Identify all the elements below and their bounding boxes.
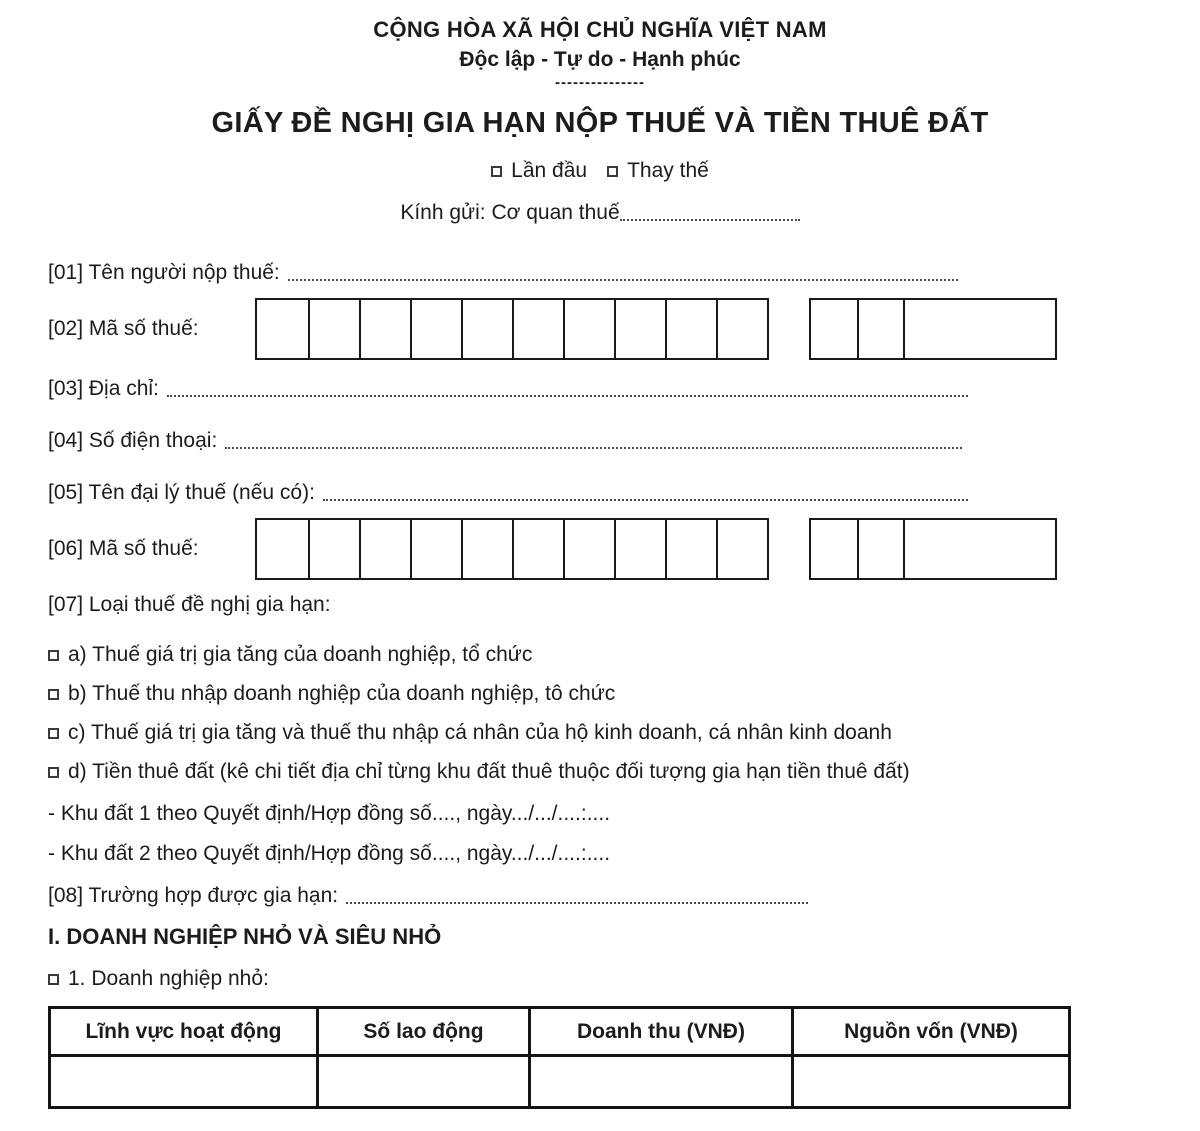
field-02-tax-code xyxy=(48,298,1152,360)
tax-code-cell[interactable] xyxy=(563,300,614,358)
submission-option-label: Lần đầu xyxy=(511,159,588,182)
field-07-heading xyxy=(48,592,1152,618)
tax-code-cell[interactable] xyxy=(461,520,512,578)
land-plot-line-2: - Khu đất 2 theo Quyết định/Hợp đồng số...., ngày.../.../....:.... xyxy=(48,842,611,865)
submission-type-group xyxy=(48,158,1152,184)
submission-option-first-time xyxy=(491,158,587,184)
tax-code-box-group-branch xyxy=(809,518,1057,580)
tax-code-cell[interactable] xyxy=(716,520,767,578)
tax-code-cell[interactable] xyxy=(257,300,308,358)
small-enterprise-label: 1. Doanh nghiệp nhỏ: xyxy=(68,967,269,990)
field-05-label: [05] Tên đại lý thuế (nếu có): xyxy=(48,481,315,504)
tax-code-cell[interactable] xyxy=(410,520,461,578)
tax-code-cell[interactable] xyxy=(614,520,665,578)
checkbox-small-enterprise[interactable] xyxy=(48,974,59,985)
field-06-label: [06] Mã số thuế: xyxy=(48,537,199,560)
tax-code-cell[interactable] xyxy=(359,520,410,578)
column-header-revenue: Doanh thu (VNĐ) xyxy=(530,1008,793,1056)
field-01-taxpayer-name xyxy=(48,260,1152,286)
header-divider: --------------- xyxy=(555,74,645,91)
column-header-capital: Nguồn vốn (VNĐ) xyxy=(793,1008,1070,1056)
checkbox-tax-type-a[interactable] xyxy=(48,650,59,661)
national-motto: Độc lập - Tự do - Hạnh phúc xyxy=(459,48,741,71)
field-01-fill-line[interactable] xyxy=(288,279,958,281)
tax-code-cell[interactable] xyxy=(461,300,512,358)
tax-code-cell[interactable] xyxy=(811,300,857,358)
field-04-phone xyxy=(48,428,1152,454)
tax-type-option-label: b) Thuế thu nhập doanh nghiệp của doanh nghiệp, tô chức xyxy=(68,682,616,705)
field-05-tax-agent-name xyxy=(48,480,1152,506)
field-05-fill-line[interactable] xyxy=(323,499,968,501)
tax-code-cell[interactable] xyxy=(512,300,563,358)
table-cell-business-field[interactable] xyxy=(50,1056,318,1108)
tax-code-cell[interactable] xyxy=(563,520,614,578)
recipient-label: Kính gửi: Cơ quan thuế xyxy=(400,201,620,224)
field-08-label: [08] Trường hợp được gia hạn: xyxy=(48,884,339,907)
table-cell-revenue[interactable] xyxy=(530,1056,793,1108)
tax-code-cell[interactable] xyxy=(903,520,1055,578)
document-header xyxy=(48,16,1152,226)
tax-code-cell[interactable] xyxy=(359,300,410,358)
table-cell-employee-count[interactable] xyxy=(318,1056,530,1108)
field-03-label: [03] Địa chỉ: xyxy=(48,377,159,400)
tax-code-box-group-main xyxy=(255,518,769,580)
tax-type-option-b xyxy=(48,681,1152,707)
tax-code-cell[interactable] xyxy=(665,300,716,358)
tax-code-cell[interactable] xyxy=(257,520,308,578)
tax-type-option-c xyxy=(48,720,1152,746)
tax-code-cell[interactable] xyxy=(903,300,1055,358)
table-header-row xyxy=(50,1008,1070,1056)
tax-code-cell[interactable] xyxy=(512,520,563,578)
tax-type-option-label: d) Tiền thuê đất (kê chi tiết địa chỉ từng khu đất thuê thuộc đối tượng gia hạn tiền thuê đất) xyxy=(68,760,910,783)
field-07-label: [07] Loại thuế đề nghị gia hạn: xyxy=(48,593,331,616)
checkbox-tax-type-b[interactable] xyxy=(48,689,59,700)
field-03-fill-line[interactable] xyxy=(167,395,968,397)
checkbox-replacement[interactable] xyxy=(607,166,618,177)
tax-code-cell[interactable] xyxy=(811,520,857,578)
tax-type-option-label: c) Thuế giá trị gia tăng và thuế thu nhập cá nhân của hộ kinh doanh, cá nhân kinh doanh xyxy=(68,721,892,744)
table-row xyxy=(50,1056,1070,1108)
checkbox-tax-type-d[interactable] xyxy=(48,767,59,778)
column-header-employee-count: Số lao động xyxy=(318,1008,530,1056)
submission-option-replacement xyxy=(607,158,709,184)
national-title: CỘNG HÒA XÃ HỘI CHỦ NGHĨA VIỆT NAM xyxy=(373,17,827,42)
field-01-label: [01] Tên người nộp thuế: xyxy=(48,261,280,284)
checkbox-tax-type-c[interactable] xyxy=(48,728,59,739)
submission-option-label: Thay thế xyxy=(627,159,709,182)
tax-type-option-a xyxy=(48,642,1152,668)
column-header-business-field: Lĩnh vực hoạt động xyxy=(50,1008,318,1056)
tax-type-option-d xyxy=(48,759,1152,785)
tax-code-box-group-branch xyxy=(809,298,1057,360)
tax-code-cell[interactable] xyxy=(857,520,903,578)
tax-code-cell[interactable] xyxy=(410,300,461,358)
land-plot-line-1: - Khu đất 1 theo Quyết định/Hợp đồng số...., ngày.../.../....:.... xyxy=(48,802,611,825)
recipient-fill-line[interactable] xyxy=(620,219,800,221)
field-08-fill-line[interactable] xyxy=(346,902,808,904)
checkbox-first-time[interactable] xyxy=(491,166,502,177)
field-04-fill-line[interactable] xyxy=(225,447,962,449)
tax-code-box-group-main xyxy=(255,298,769,360)
section-1-heading: I. DOANH NGHIỆP NHỎ VÀ SIÊU NHỎ xyxy=(48,924,442,949)
small-business-table xyxy=(48,1006,1071,1109)
tax-type-option-label: a) Thuế giá trị gia tăng của doanh nghiệp, tổ chức xyxy=(68,643,533,666)
field-02-label: [02] Mã số thuế: xyxy=(48,317,199,340)
field-06-agent-tax-code xyxy=(48,518,1152,580)
tax-code-cell[interactable] xyxy=(857,300,903,358)
small-enterprise-option xyxy=(48,966,1152,992)
tax-code-cell[interactable] xyxy=(716,300,767,358)
tax-code-cell[interactable] xyxy=(614,300,665,358)
table-cell-capital[interactable] xyxy=(793,1056,1070,1108)
tax-code-cell[interactable] xyxy=(665,520,716,578)
field-03-address xyxy=(48,376,1152,402)
field-04-label: [04] Số điện thoại: xyxy=(48,429,218,452)
recipient-line xyxy=(48,200,1152,226)
form-title: GIẤY ĐỀ NGHỊ GIA HẠN NỘP THUẾ VÀ TIỀN THUÊ ĐẤT xyxy=(211,107,989,139)
field-08-extension-case xyxy=(48,883,1152,909)
tax-code-cell[interactable] xyxy=(308,300,359,358)
tax-code-cell[interactable] xyxy=(308,520,359,578)
